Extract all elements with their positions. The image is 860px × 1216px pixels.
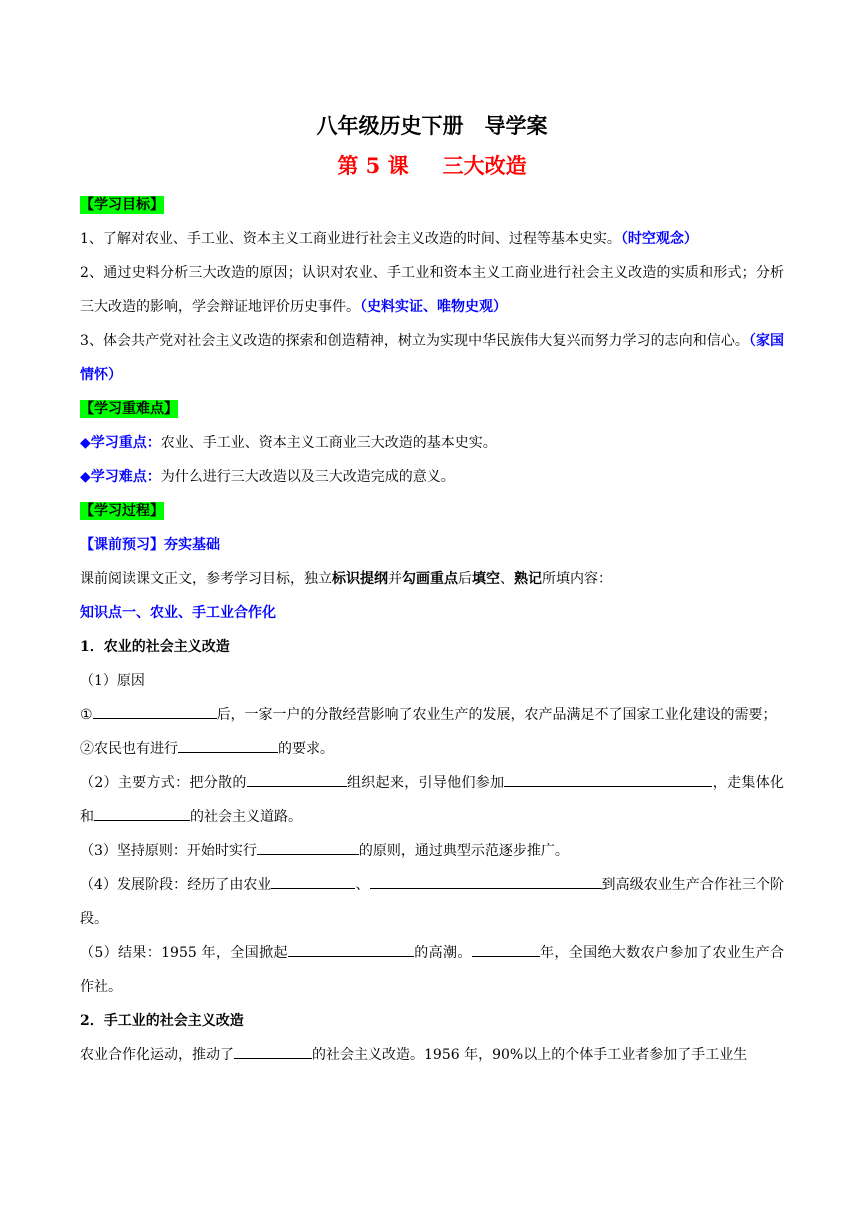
fill-blank[interactable]: [504, 772, 712, 787]
result-line: （5）结果：1955 年，全国掀起 的高潮。 年，全国绝大数农户参加了农业生产合作社。: [80, 936, 784, 1004]
fill-blank[interactable]: [178, 738, 278, 753]
fill-blank[interactable]: [370, 874, 602, 889]
objective-tag-3: （家国情怀）: [80, 333, 785, 383]
preview-label: 【课前预习】夯实基础: [80, 537, 220, 553]
process-heading-line: [80, 494, 784, 528]
fill-blank[interactable]: [271, 874, 355, 889]
keypoints-heading-line: [80, 392, 784, 426]
objective-tag-1: （时空观念）: [620, 231, 698, 247]
reason-1: ① 后，一家一户的分散经营影响了农业生产的发展，农产品满足不了国家工业化建设的需要；: [80, 698, 784, 732]
section-1-heading: 1．农业的社会主义改造: [80, 639, 230, 655]
fill-blank[interactable]: [247, 772, 347, 787]
process-heading: 【学习过程】: [80, 503, 164, 519]
fill-blank[interactable]: [257, 840, 359, 855]
instruction-line: 课前阅读课文正文，参考学习目标，独立标识提纲并勾画重点后填空、熟记所填内容：: [80, 571, 612, 587]
objective-item-3: 3、体会共产党对社会主义改造的探索和创造精神，树立为实现中华民族伟大复兴而努力学习的志向和信心。（家国情怀）: [80, 333, 785, 383]
lesson-subtitle: [80, 146, 784, 186]
section-2-heading: 2．手工业的社会主义改造: [80, 1013, 244, 1029]
fill-blank[interactable]: [288, 942, 414, 957]
focus-line: ◆学习重点：农业、手工业、资本主义工商业三大改造的基本史实。: [80, 435, 497, 451]
objectives-heading-line: [80, 188, 784, 222]
knowledge-point-1-heading: 知识点一、农业、手工业合作化: [80, 605, 276, 621]
worksheet-page: [80, 108, 784, 1072]
page-title: 八年级历史下册 导学案: [316, 113, 548, 138]
principle-line: （3）坚持原则：开始时实行 的原则，通过典型示范逐步推广。: [80, 834, 784, 868]
objective-tag-2: （史料实证、唯物史观）: [360, 299, 507, 315]
craft-line: 农业合作化运动，推动了 的社会主义改造。1956 年，90%以上的个体手工业者参加了手工业生: [80, 1038, 784, 1072]
objectives-heading: 【学习目标】: [80, 197, 164, 213]
fill-blank[interactable]: [94, 806, 190, 821]
method-line: （2）主要方式：把分散的 组织起来，引导他们参加 ，走集体化和 的社会主义道路。: [80, 766, 784, 834]
objective-item-2: 2、通过史料分析三大改造的原因；认识对农业、手工业和资本主义工商业进行社会主义改造的实质和形式；分析三大改造的影响，学会辩证地评价历史事件。（史料实证、唯物史观）: [80, 265, 785, 315]
stage-line: （4）发展阶段：经历了由农业 、 到高级农业生产合作社三个阶段。: [80, 868, 784, 936]
fill-blank[interactable]: [234, 1044, 312, 1059]
reason-2: ②农民也有进行 的要求。: [80, 732, 784, 766]
fill-blank[interactable]: [472, 942, 540, 957]
difficulty-line: ◆学习难点：为什么进行三大改造以及三大改造完成的意义。: [80, 469, 455, 485]
reason-label: （1）原因: [80, 673, 145, 689]
lesson-topic: 三大改造: [442, 153, 527, 178]
keypoints-heading: 【学习重难点】: [80, 401, 178, 417]
difficulty-label: ◆学习难点：: [80, 469, 161, 485]
focus-label: ◆学习重点：: [80, 435, 161, 451]
objective-item-1: 1、了解对农业、手工业、资本主义工商业进行社会主义改造的时间、过程等基本史实。（时空观念）: [80, 231, 698, 247]
lesson-number: 第 5 课: [337, 153, 409, 178]
fill-blank[interactable]: [93, 704, 217, 719]
